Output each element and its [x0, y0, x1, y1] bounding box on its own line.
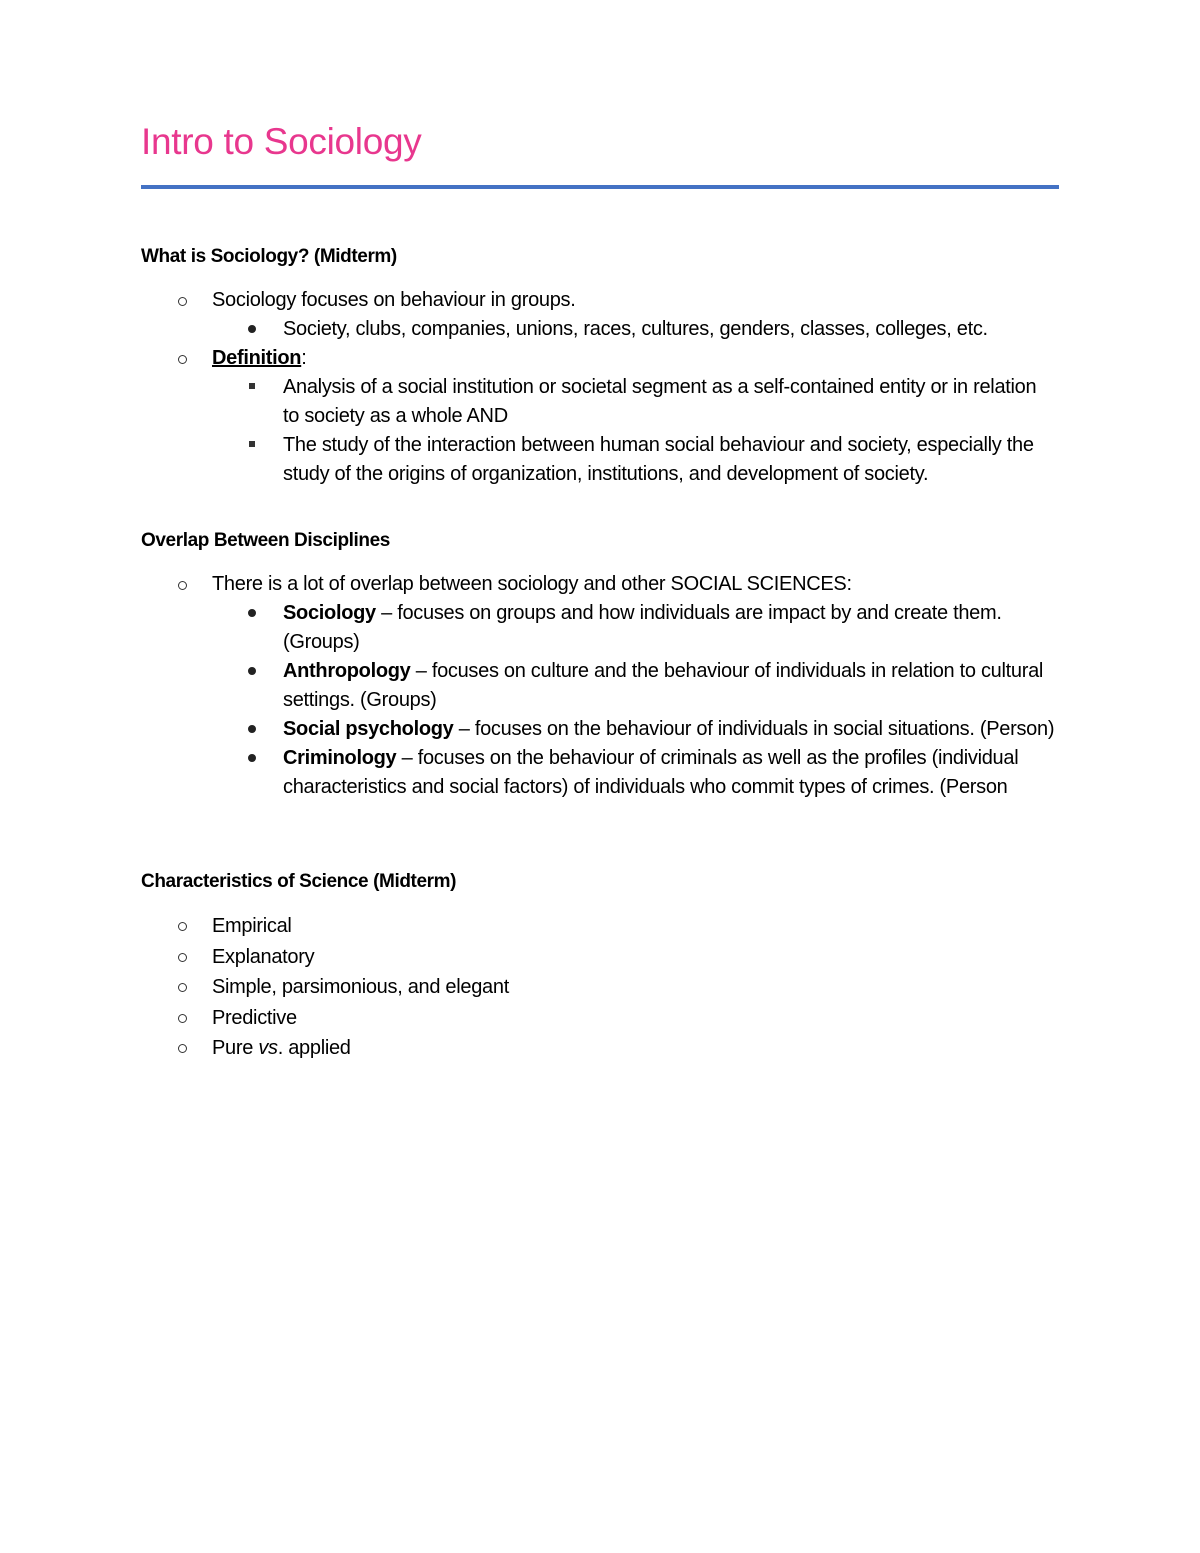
italic-vs: vs [258, 1037, 278, 1059]
list-item-text: Explanatory [212, 945, 315, 968]
discipline-term: Criminology [283, 747, 397, 769]
list-item [141, 599, 1059, 657]
filled-circle-bullet-icon [248, 754, 256, 762]
list-item-text: Society, clubs, companies, unions, races, cultures, genders, classes, colleges, etc. [283, 318, 988, 340]
hollow-circle-bullet-icon [178, 297, 187, 306]
list-item [141, 744, 1059, 802]
discipline-term: Social psychology [283, 718, 454, 740]
discipline-description: – focuses on the behaviour of criminals as well as the profiles (individual characteristics and social factors) of individuals who commit types of crimes. (Person [283, 747, 1019, 798]
bullet-list [141, 286, 1059, 489]
list-item-text: Predictive [212, 1006, 297, 1029]
title-underline-rule [141, 185, 1059, 189]
list-item [141, 657, 1059, 715]
filled-circle-bullet-icon [248, 725, 256, 733]
hollow-circle-bullet-icon [178, 355, 187, 364]
list-item [141, 315, 1059, 344]
hollow-circle-bullet-icon [178, 922, 187, 931]
section-heading: Overlap Between Disciplines [141, 530, 390, 551]
bullet-list [141, 570, 1059, 802]
definition-colon: : [301, 347, 307, 369]
list-item [141, 373, 1059, 431]
filled-circle-bullet-icon [248, 667, 256, 675]
list-item-text: Sociology focuses on behaviour in groups. [212, 289, 576, 311]
discipline-description: – focuses on culture and the behaviour of individuals in relation to cultural settings. (Groups) [283, 660, 1044, 711]
list-item [141, 286, 1059, 315]
list-item [141, 570, 1059, 599]
list-item-text: Empirical [212, 915, 292, 937]
list-item-text: Simple, parsimonious, and elegant [212, 976, 509, 998]
list-item [141, 911, 1059, 942]
list-item [141, 715, 1059, 744]
hollow-circle-bullet-icon [178, 1014, 187, 1023]
discipline-term: Anthropology [283, 660, 411, 682]
definition-label: Definition [212, 347, 302, 369]
list-item [141, 942, 1059, 973]
square-bullet-icon [249, 441, 255, 447]
filled-circle-bullet-icon [248, 609, 256, 617]
hollow-circle-bullet-icon [178, 983, 187, 992]
discipline-description: – focuses on groups and how individuals are impact by and create them. (Groups) [283, 602, 1002, 653]
section-characteristics-of-science [141, 870, 1059, 1064]
list-item-text: Pure [212, 1037, 259, 1059]
discipline-term: Sociology [283, 602, 376, 624]
hollow-circle-bullet-icon [178, 1044, 187, 1053]
list-item [141, 431, 1059, 489]
list-item [141, 1003, 1059, 1034]
list-item-text: The study of the interaction between human social behaviour and society, especially the study of the origins of organization, institutions, and development of society. [283, 434, 1034, 485]
bullet-list [141, 911, 1059, 1064]
list-item [141, 972, 1059, 1003]
section-overlap-between-disciplines [141, 529, 1059, 802]
list-item-text: There is a lot of overlap between sociology and other SOCIAL SCIENCES: [212, 573, 852, 595]
section-heading: What is Sociology? (Midterm) [141, 246, 397, 267]
list-item [141, 1033, 1059, 1064]
page-title: Intro to Sociology [141, 121, 422, 162]
discipline-description: – focuses on the behaviour of individuals in social situations. (Person) [453, 718, 1055, 740]
list-item [141, 344, 1059, 373]
filled-circle-bullet-icon [248, 325, 256, 333]
square-bullet-icon [249, 383, 255, 389]
hollow-circle-bullet-icon [178, 953, 187, 962]
list-item-text: Analysis of a social institution or societal segment as a self-contained entity or in relation to society as a whole AND [283, 376, 1037, 427]
hollow-circle-bullet-icon [178, 581, 187, 590]
section-heading: Characteristics of Science (Midterm) [141, 871, 457, 892]
list-item-text: . applied [277, 1037, 351, 1059]
section-what-is-sociology [141, 245, 1059, 489]
